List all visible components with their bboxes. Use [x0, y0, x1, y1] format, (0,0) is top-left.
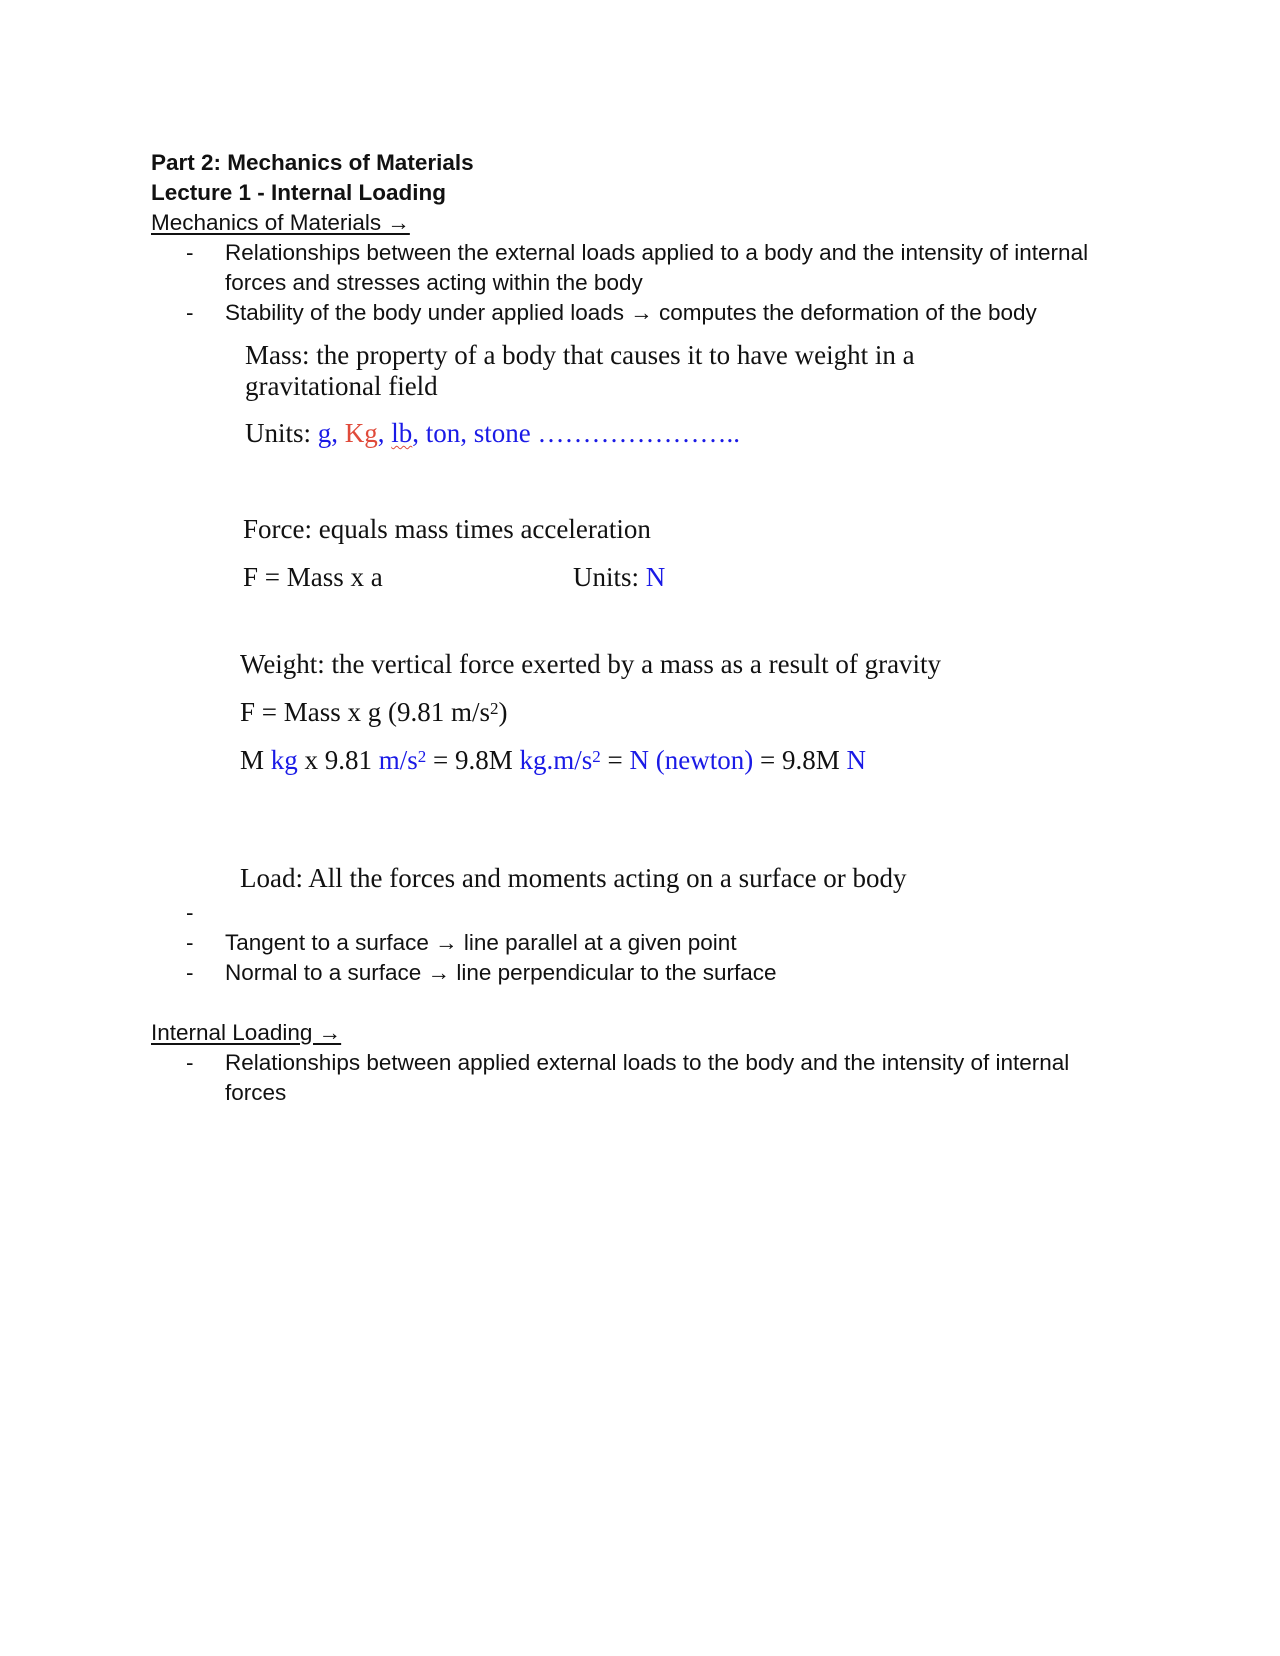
force-units	[573, 562, 665, 593]
bullet-text-continued: forces and stresses acting within the body	[225, 270, 643, 295]
unit-kg: Kg	[344, 418, 378, 448]
part-title: Part 2: Mechanics of Materials	[151, 150, 474, 175]
unit-lb: lb	[391, 418, 413, 448]
bullet-dash: -	[186, 960, 194, 985]
weight-formula-text: F = Mass x g (9.81 m/s	[240, 697, 491, 727]
calc-part: = 9.8M	[426, 745, 520, 775]
mass-units	[245, 418, 740, 449]
bullet-text: Relationships between the external loads applied to a body and the intensity of internal	[225, 240, 1089, 265]
superscript: 2	[417, 747, 427, 766]
unit-newton: N	[645, 562, 666, 592]
calc-unit-kgms-text: kg.m/s	[519, 745, 593, 775]
mass-definition-continued: gravitational field	[245, 371, 438, 401]
load-definition: Load: All the forces and moments acting on a surface or body	[240, 863, 907, 893]
bullet-text: Normal to a surface → line perpendicular to the surface	[225, 960, 777, 985]
weight-formula	[240, 697, 508, 728]
lecture-title: Lecture 1 - Internal Loading	[151, 180, 447, 205]
calc-unit-newton-label: N (newton)	[629, 745, 754, 775]
mass-definition: Mass: the property of a body that causes it to have weight in a	[245, 340, 915, 370]
bullet-text-continued: forces	[225, 1080, 287, 1105]
unit-comma: ,	[377, 418, 385, 448]
bullet-dash: -	[186, 930, 194, 955]
weight-calculation	[240, 745, 866, 776]
calc-unit-kgms2	[520, 745, 601, 775]
weight-definition: Weight: the vertical force exerted by a mass as a result of gravity	[240, 649, 942, 679]
calc-unit-kg: kg	[270, 745, 298, 775]
bullet-dash: -	[186, 900, 194, 925]
bullet-dash: -	[186, 1050, 194, 1075]
calc-part: = 9.8M	[753, 745, 847, 775]
calc-part: =	[600, 745, 630, 775]
bullet-dash: -	[186, 240, 194, 265]
calc-unit-ms2	[379, 745, 427, 775]
superscript: 2	[592, 747, 601, 766]
superscript: 2	[490, 699, 499, 718]
bullet-text: Tangent to a surface → line parallel at a given point	[225, 930, 737, 955]
bullet-text: Stability of the body under applied loads → computes the deformation of the body	[225, 300, 1037, 325]
calc-unit-n: N	[846, 745, 866, 775]
calc-unit-ms-text: m/s	[378, 745, 418, 775]
unit-g: g,	[317, 418, 339, 448]
force-definition: Force: equals mass times acceleration	[243, 514, 651, 544]
internal-loading-heading: Internal Loading →	[151, 1020, 342, 1045]
calc-part: M	[240, 745, 271, 775]
force-formula: F = Mass x a	[243, 562, 383, 592]
weight-formula-close: )	[498, 697, 508, 727]
bullet-dash: -	[186, 300, 194, 325]
unit-rest: , ton, stone …………………..	[412, 418, 741, 448]
units-label: Units:	[245, 418, 318, 448]
units-label: Units:	[573, 562, 646, 592]
mechanics-of-materials-heading: Mechanics of Materials →	[151, 210, 410, 235]
calc-part: x 9.81	[297, 745, 379, 775]
bullet-text: Relationships between applied external loads to the body and the intensity of internal	[225, 1050, 1070, 1075]
